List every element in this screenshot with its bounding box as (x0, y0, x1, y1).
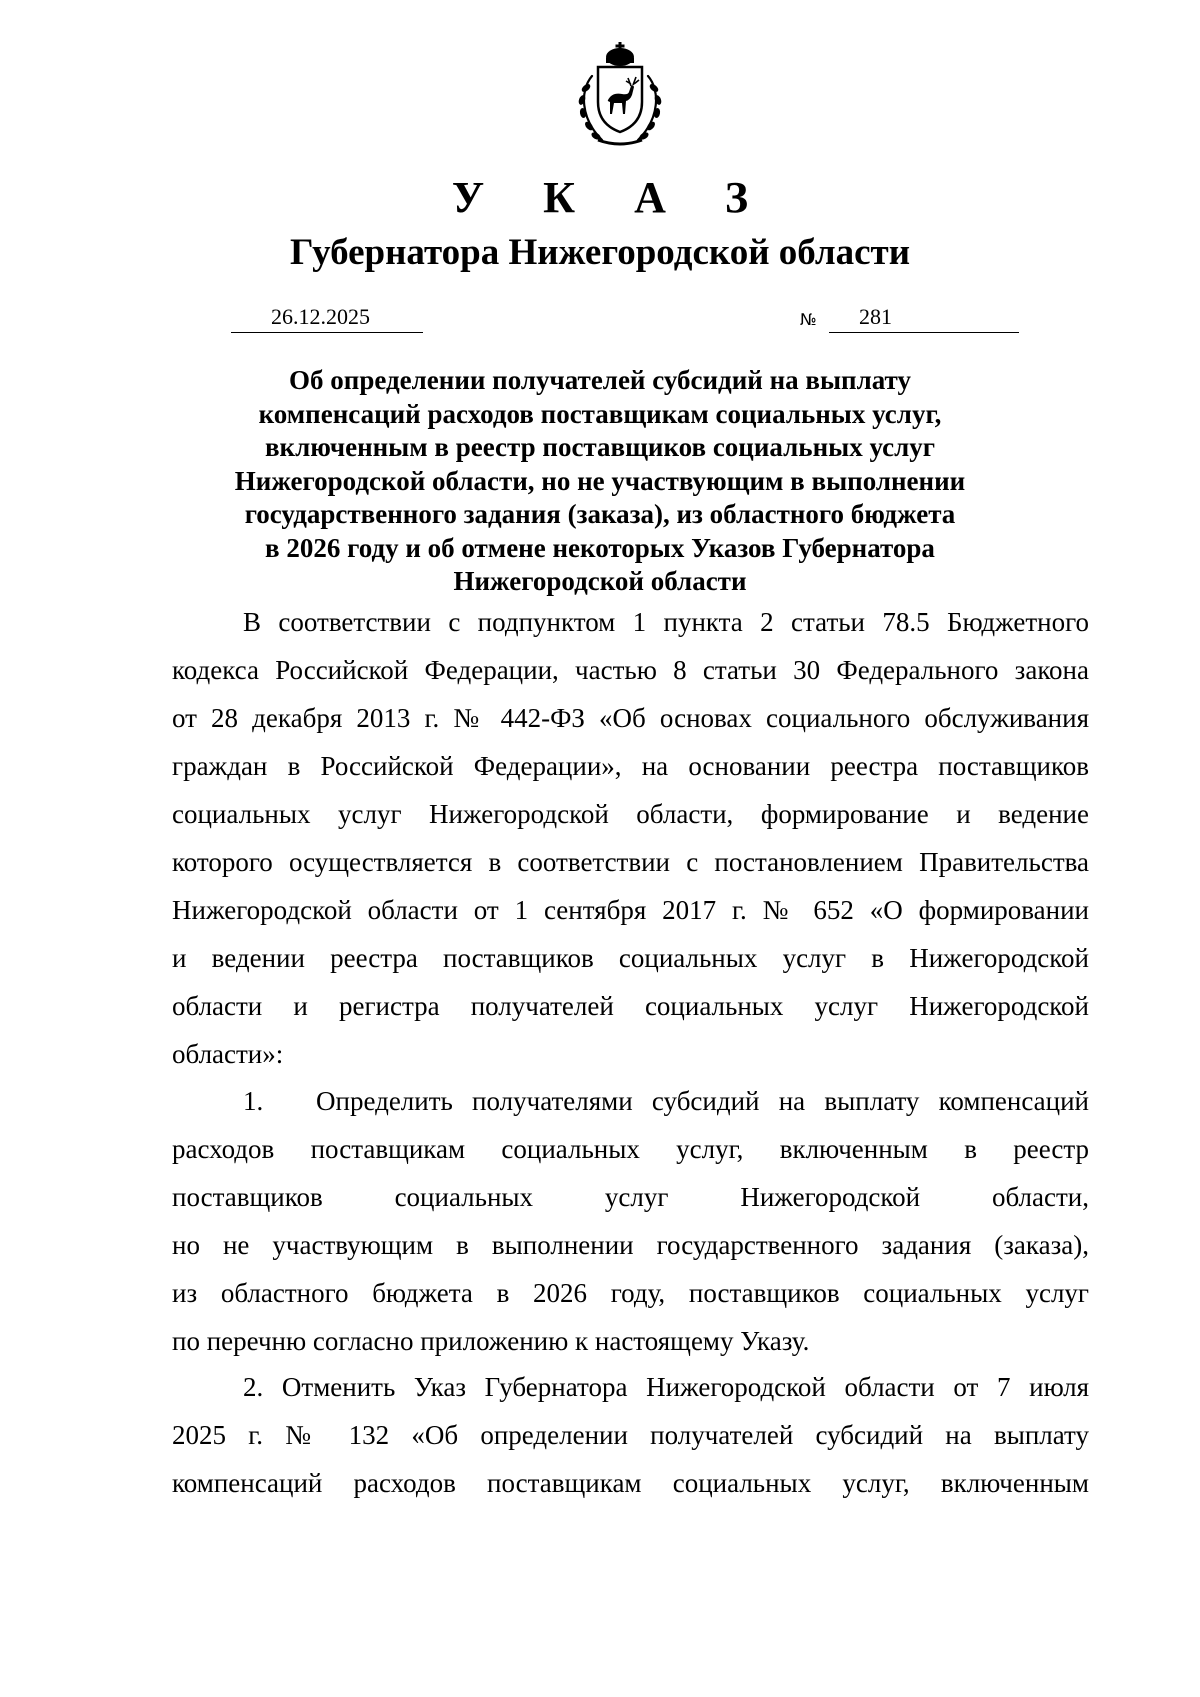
document-title (0, 364, 1200, 599)
text-line: граждан в Российской Федерации», на основании реестра поставщиков (172, 751, 1089, 781)
title-line: Нижегородской области (453, 566, 747, 596)
item-1-paragraph (172, 1077, 1089, 1365)
number-label: № (800, 310, 817, 329)
text-line: которого осуществляется в соответствии с постановлением Правительства (172, 847, 1089, 877)
text-line: поставщиков социальных услуг Нижегородской области, (172, 1182, 1089, 1212)
text-line: области»: (172, 1039, 284, 1069)
number-field (829, 302, 1019, 333)
text-line: социальных услуг Нижегородской области, формирование и ведение (172, 799, 1089, 829)
text-line: но не участвующим в выполнении государственного задания (заказа), (172, 1230, 1089, 1260)
coat-of-arms-emblem (562, 40, 678, 148)
text-line: и ведении реестра поставщиков социальных услуг в Нижегородской (172, 943, 1089, 973)
title-line: компенсаций расходов поставщикам социальных услуг, (258, 398, 942, 429)
document-date: 26.12.2025 (271, 304, 370, 329)
issuer-heading: Губернатора Нижегородской области (289, 232, 911, 273)
title-line: в 2026 году и об отмене некоторых Указов Губернатора (265, 532, 935, 563)
text-line: расходов поставщикам социальных услуг, включенным в реестр (172, 1134, 1089, 1164)
title-line: государственного задания (заказа), из областного бюджета (244, 499, 956, 529)
text-line (172, 1077, 1089, 1125)
document-type-heading: У К А З (451, 173, 773, 222)
title-line: Нижегородской области, но не участвующим в выполнении (234, 465, 966, 496)
text-line: компенсаций расходов поставщикам социальных услуг, включенным (172, 1468, 1089, 1498)
text-line: Нижегородской области от 1 сентября 2017 г. № 652 «О формировании (172, 895, 1089, 925)
text-line: 2. Отменить Указ Губернатора Нижегородской области от 7 июля (243, 1372, 1089, 1402)
title-line: включенным в реестр поставщиков социальных услуг (264, 432, 936, 462)
item-2-paragraph (172, 1363, 1089, 1507)
text-line: области и регистра получателей социальных услуг Нижегородской (172, 991, 1089, 1021)
text-line: из областного бюджета в 2026 году, поставщиков социальных услуг (172, 1278, 1089, 1308)
preamble-paragraph (172, 598, 1089, 1078)
title-line: Об определении получателей субсидий на выплату (289, 365, 911, 395)
text-line: 2025 г. № 132 «Об определении получателей субсидий на выплату (172, 1420, 1089, 1450)
text-line: кодекса Российской Федерации, частью 8 статьи 30 Федерального закона (172, 655, 1089, 685)
text-line: по перечню согласно приложению к настоящему Указу. (172, 1326, 810, 1356)
date-field (231, 302, 423, 333)
text-line: В соответствии с подпунктом 1 пункта 2 статьи 78.5 Бюджетного (243, 607, 1089, 637)
item-text: Определить получателями субсидий на выплату компенсаций (316, 1086, 1089, 1116)
item-number: 1. (243, 1086, 264, 1116)
text-line: от 28 декабря 2013 г. № 442-ФЗ «Об основах социального обслуживания (172, 703, 1089, 733)
document-number: 281 (859, 304, 892, 329)
